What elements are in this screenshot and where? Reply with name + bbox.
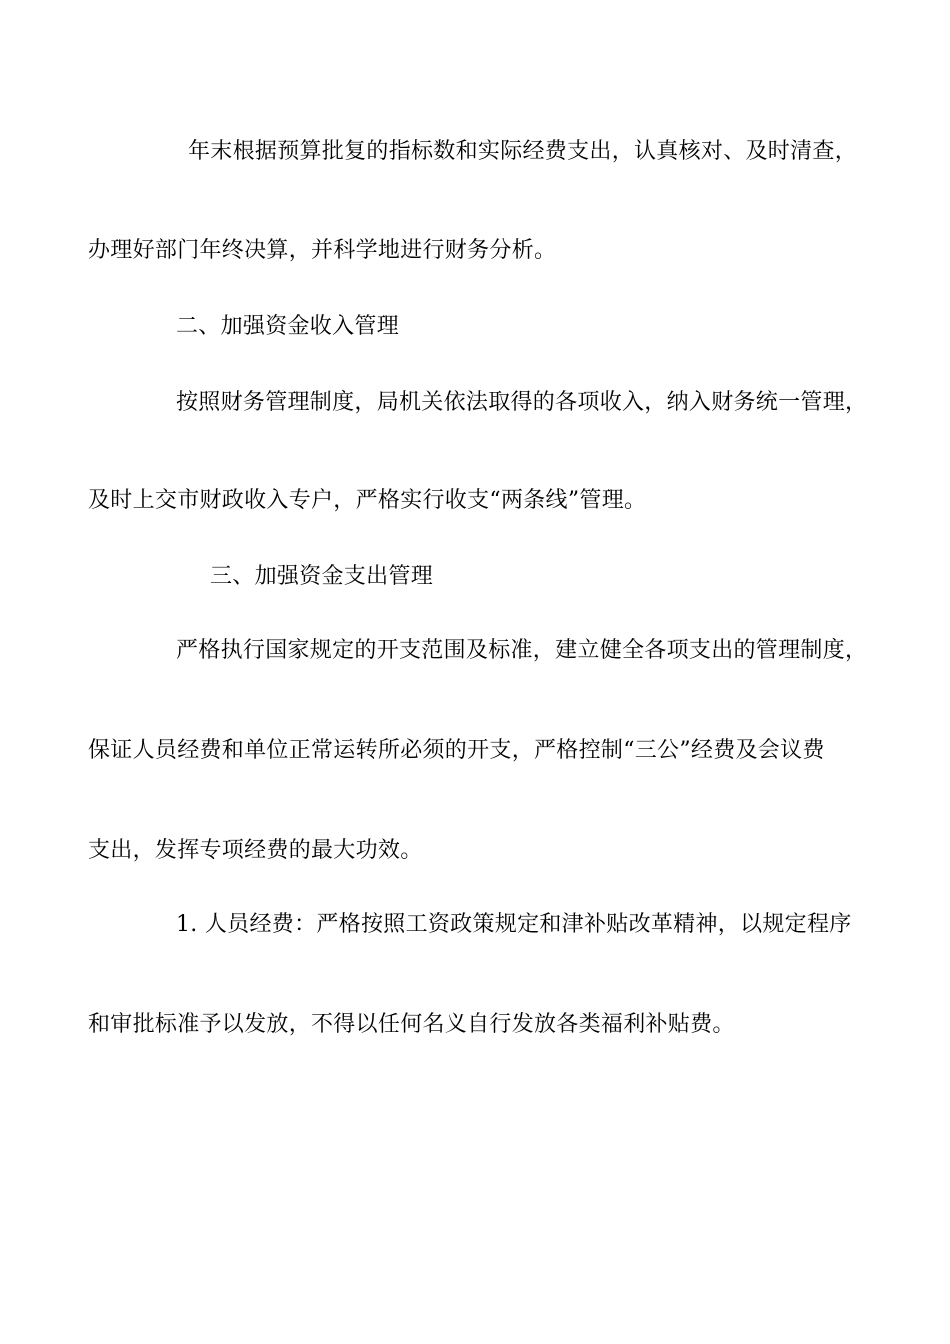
paragraph-line: 严格执行国家规定的开支范围及标准，建立健全各项支出的管理制度， <box>176 638 868 663</box>
paragraph-line: 支出，发挥专项经费的最大功效。 <box>88 838 423 863</box>
section-heading-income: 二、加强资金收入管理 <box>176 314 400 339</box>
paragraph-line: 和审批标准予以发放，不得以任何名义自行发放各类福利补贴费。 <box>88 1012 735 1037</box>
section-heading-expenditure: 三、加强资金支出管理 <box>210 564 434 589</box>
paragraph-line: 按照财务管理制度，局机关依法取得的各项收入，纳入财务统一管理， <box>176 390 868 415</box>
paragraph-line: 及时上交市财政收入专户，严格实行收支“两条线”管理。 <box>88 488 647 513</box>
paragraph-line: 办理好部门年终决算，并科学地进行财务分析。 <box>88 238 557 263</box>
paragraph-line: 年末根据预算批复的指标数和实际经费支出，认真核对、及时清查， <box>188 139 858 164</box>
list-item-personnel-funds: 1. 人员经费：严格按照工资政策规定和津补贴改革精神，以规定程序 <box>176 912 852 937</box>
paragraph-line: 保证人员经费和单位正常运转所必须的开支，严格控制“三公”经费及会议费 <box>88 738 825 763</box>
